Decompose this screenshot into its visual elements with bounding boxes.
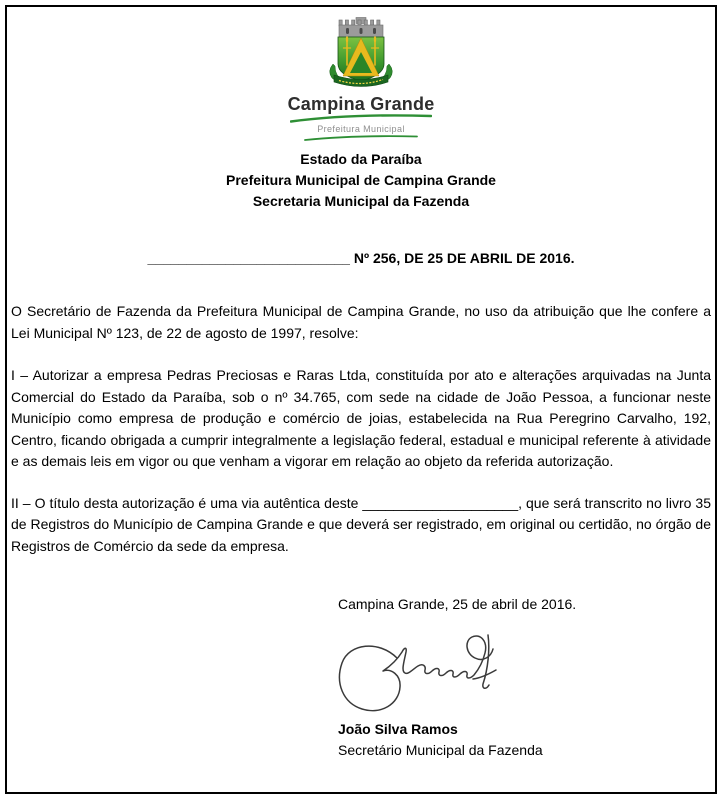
document-page xyxy=(5,5,717,794)
letterhead-prefecture-line: Prefeitura Municipal de Campina Grande xyxy=(226,172,496,188)
shield-icon xyxy=(338,37,384,81)
swoosh-underline-icon xyxy=(304,135,418,141)
signer-name: João Silva Ramos xyxy=(338,721,458,737)
signature-block xyxy=(11,719,711,761)
paragraph-item-2: II – O título desta autorização é uma via autêntica deste ____________________, que será transcrito no livro 35 de Registros do Município de Campina Grande e que deverá ser registrado, em original ou certidão, no órgão de Registros de Comércio da sede da empresa. xyxy=(11,494,711,554)
document-number-text: Nº 256, DE 25 DE ABRIL DE 2016. xyxy=(353,250,575,266)
paragraph-item-1: I – Autorizar a empresa Pedras Preciosas e Raras Ltda, constituída por ato e alterações arquivadas na Junta Comercial do Estado da Paraíba, sob o nº 34.765, com sede na cidade de João Pessoa, a funcionar neste Município como empresa de produção e comércio de joias, estabelecida na Rua Peregrino Carvalho, 192, Centro, ficando obrigada a cumprir integralmente a legislação federal, estadual e municipal referente à atividade e as demais leis em vigor ou que venham a vigorar em relação ao objeto da referida autorização. xyxy=(11,367,711,469)
municipality-logo xyxy=(11,17,711,141)
document-number-line xyxy=(11,248,711,269)
swoosh-underline-icon xyxy=(290,114,432,123)
letterhead-secretariat-line: Secretaria Municipal da Fazenda xyxy=(252,193,470,209)
letterhead-state-line: Estado da Paraíba xyxy=(300,151,422,167)
paragraph-preamble: O Secretário de Fazenda da Prefeitura Municipal de Campina Grande, no uso da atribuição que lhe confere a Lei Municipal Nº 123, de 22 de agosto de 1997, resolve: xyxy=(11,303,711,341)
document-number-blank: __________________________ xyxy=(147,250,350,266)
signature-icon xyxy=(333,627,508,717)
coat-of-arms-icon xyxy=(321,17,401,91)
document-content xyxy=(7,17,715,761)
logo-subtitle: Prefeitura Municipal xyxy=(317,124,405,134)
logo-city-name: Campina Grande xyxy=(287,94,435,114)
document-letterhead xyxy=(11,149,711,212)
castle-icon xyxy=(339,18,383,38)
signer-title: Secretário Municipal da Fazenda xyxy=(338,742,543,758)
closing-date-line: Campina Grande, 25 de abril de 2016. xyxy=(338,596,577,612)
